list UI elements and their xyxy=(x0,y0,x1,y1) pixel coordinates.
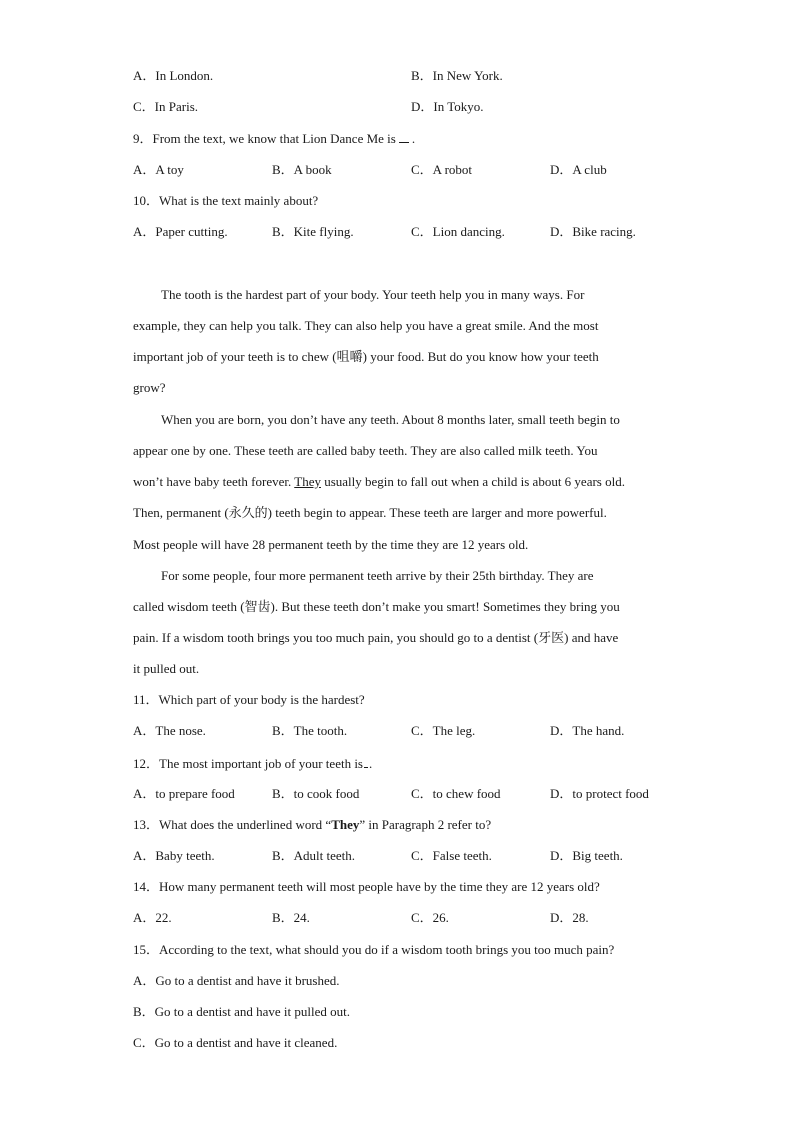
q15-option-c: C．Go to a dentist and have it cleaned. xyxy=(133,1035,338,1050)
q9-stem-text: 9．From the text, we know that Lion Dance Me is xyxy=(133,131,396,146)
q8-option-d: D．In Tokyo. xyxy=(411,99,484,114)
q10-option-c: C．Lion dancing. xyxy=(411,224,505,239)
q9-stem-end: . xyxy=(411,131,416,146)
q12-stem-text: 12．The most important job of your teeth is xyxy=(133,756,363,771)
q11-option-a: A．The nose. xyxy=(133,723,206,738)
q9-option-a: A．A toy xyxy=(133,162,184,177)
q13-option-d: D．Big teeth. xyxy=(550,848,623,863)
q9-option-b: B．A book xyxy=(272,162,332,177)
q10-option-d: D．Bike racing. xyxy=(550,224,636,239)
passage-p1-line: example, they can help you talk. They can also help you have a great smile. And the most xyxy=(133,318,599,333)
passage-p3-line: called wisdom teeth (智齿). But these teeth don’t make you smart! Sometimes they bring you xyxy=(133,599,620,614)
q13-stem-end: ” in Paragraph 2 refer to? xyxy=(359,817,492,832)
q13-stem xyxy=(133,817,491,833)
q10-option-a: A．Paper cutting. xyxy=(133,224,228,239)
q9-option-d: D．A club xyxy=(550,162,607,177)
q10-stem: 10．What is the text mainly about? xyxy=(133,193,319,208)
passage-text: won’t have baby teeth forever. xyxy=(133,474,292,489)
q11-stem: 11．Which part of your body is the hardest? xyxy=(133,692,365,707)
q8-option-b: B．In New York. xyxy=(411,68,503,83)
passage-p2-line xyxy=(133,474,673,490)
passage-text: usually begin to fall out when a child is about 6 years old. xyxy=(324,474,625,489)
answer-blank xyxy=(364,755,368,768)
q13-stem-text: 13．What does the underlined word “ xyxy=(133,817,332,832)
q12-option-b: B．to cook food xyxy=(272,786,360,801)
passage-p3-line: pain. If a wisdom tooth brings you too much pain, you should go to a dentist (牙医) and have xyxy=(133,630,619,645)
q13-option-b: B．Adult teeth. xyxy=(272,848,356,863)
q12-option-a: A．to prepare food xyxy=(133,786,235,801)
q9-option-c: C．A robot xyxy=(411,162,473,177)
q14-stem: 14．How many permanent teeth will most people have by the time they are 12 years old? xyxy=(133,879,600,894)
passage-p1-line: important job of your teeth is to chew (咀嚼) your food. But do you know how your teeth xyxy=(133,349,599,364)
q8-option-c: C．In Paris. xyxy=(133,99,199,114)
underlined-word-they: They xyxy=(294,474,321,489)
q12-option-d: D．to protect food xyxy=(550,786,649,801)
q12-option-c: C．to chew food xyxy=(411,786,501,801)
q15-option-a: A．Go to a dentist and have it brushed. xyxy=(133,973,340,988)
passage-p3-line: For some people, four more permanent teeth arrive by their 25th birthday. They are xyxy=(161,568,594,583)
q8-option-a: A．In London. xyxy=(133,68,214,83)
q11-option-c: C．The leg. xyxy=(411,723,476,738)
q9-stem xyxy=(133,130,415,147)
passage-p2-line: Most people will have 28 permanent teeth by the time they are 12 years old. xyxy=(133,537,529,552)
passage-p1-line: grow? xyxy=(133,380,166,395)
passage-p3-line: it pulled out. xyxy=(133,661,200,676)
q14-option-b: B．24. xyxy=(272,910,310,925)
q10-option-b: B．Kite flying. xyxy=(272,224,354,239)
passage-p2-line: When you are born, you don’t have any teeth. About 8 months later, small teeth begin to xyxy=(161,412,620,427)
q13-option-c: C．False teeth. xyxy=(411,848,492,863)
q14-option-c: C．26. xyxy=(411,910,449,925)
answer-blank xyxy=(399,130,409,143)
passage-p2-line: Then, permanent (永久的) teeth begin to appear. These teeth are larger and more powerful. xyxy=(133,505,607,520)
passage-p2-line: appear one by one. These teeth are called baby teeth. They are also called milk teeth. You xyxy=(133,443,598,458)
q15-option-b: B．Go to a dentist and have it pulled out. xyxy=(133,1004,350,1019)
q11-option-b: B．The tooth. xyxy=(272,723,348,738)
q11-option-d: D．The hand. xyxy=(550,723,625,738)
q13-option-a: A．Baby teeth. xyxy=(133,848,215,863)
q15-stem: 15．According to the text, what should you do if a wisdom tooth brings you too much pain? xyxy=(133,942,615,957)
q12-stem-end: . xyxy=(369,756,373,771)
q13-stem-bold-word: They xyxy=(331,817,360,832)
q14-option-a: A．22. xyxy=(133,910,172,925)
q12-stem xyxy=(133,755,372,772)
passage-p1-line: The tooth is the hardest part of your body. Your teeth help you in many ways. For xyxy=(161,287,585,302)
q14-option-d: D．28. xyxy=(550,910,589,925)
